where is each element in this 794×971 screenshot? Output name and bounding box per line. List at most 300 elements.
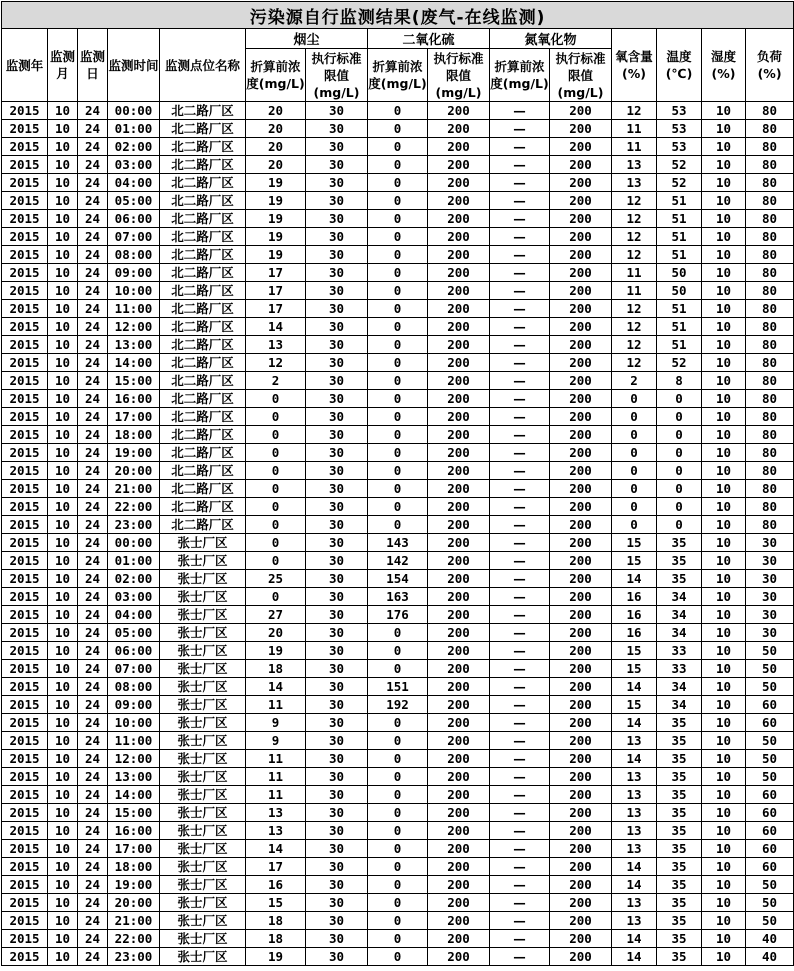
cell-day: 24 bbox=[78, 912, 108, 930]
table-row bbox=[2, 840, 794, 858]
cell-humidity: 10 bbox=[702, 588, 746, 606]
cell-humidity: 10 bbox=[702, 858, 746, 876]
cell-nox-limit: 200 bbox=[550, 300, 612, 318]
cell-so2-measured: 0 bbox=[368, 300, 428, 318]
table-row bbox=[2, 192, 794, 210]
cell-dust-limit: 30 bbox=[306, 948, 368, 966]
cell-month: 10 bbox=[48, 282, 78, 300]
cell-time: 14:00 bbox=[108, 786, 160, 804]
cell-site: 北二路厂区 bbox=[160, 246, 246, 264]
cell-so2-measured: 0 bbox=[368, 894, 428, 912]
cell-month: 10 bbox=[48, 624, 78, 642]
cell-oxygen: 12 bbox=[612, 354, 657, 372]
cell-site: 张士厂区 bbox=[160, 804, 246, 822]
cell-time: 23:00 bbox=[108, 948, 160, 966]
cell-so2-limit: 200 bbox=[428, 444, 490, 462]
cell-oxygen: 2 bbox=[612, 372, 657, 390]
cell-so2-limit: 200 bbox=[428, 408, 490, 426]
cell-time: 16:00 bbox=[108, 390, 160, 408]
cell-load: 80 bbox=[746, 246, 794, 264]
cell-nox-limit: 200 bbox=[550, 138, 612, 156]
cell-month: 10 bbox=[48, 210, 78, 228]
cell-so2-limit: 200 bbox=[428, 138, 490, 156]
cell-humidity: 10 bbox=[702, 750, 746, 768]
cell-nox-limit: 200 bbox=[550, 192, 612, 210]
cell-year: 2015 bbox=[2, 156, 48, 174]
cell-dust-measured: 13 bbox=[246, 336, 306, 354]
cell-dust-limit: 30 bbox=[306, 624, 368, 642]
cell-nox-measured: — bbox=[490, 354, 550, 372]
cell-dust-measured: 14 bbox=[246, 318, 306, 336]
cell-so2-measured: 0 bbox=[368, 858, 428, 876]
cell-oxygen: 11 bbox=[612, 264, 657, 282]
cell-year: 2015 bbox=[2, 804, 48, 822]
cell-day: 24 bbox=[78, 822, 108, 840]
cell-nox-measured: — bbox=[490, 786, 550, 804]
cell-nox-limit: 200 bbox=[550, 210, 612, 228]
table-row bbox=[2, 318, 794, 336]
cell-load: 60 bbox=[746, 714, 794, 732]
cell-dust-limit: 30 bbox=[306, 660, 368, 678]
cell-temperature: 35 bbox=[657, 876, 702, 894]
cell-month: 10 bbox=[48, 642, 78, 660]
cell-temperature: 8 bbox=[657, 372, 702, 390]
cell-temperature: 0 bbox=[657, 444, 702, 462]
cell-so2-limit: 200 bbox=[428, 210, 490, 228]
cell-so2-measured: 0 bbox=[368, 120, 428, 138]
cell-dust-limit: 30 bbox=[306, 498, 368, 516]
cell-month: 10 bbox=[48, 768, 78, 786]
cell-year: 2015 bbox=[2, 516, 48, 534]
cell-so2-measured: 0 bbox=[368, 102, 428, 120]
cell-so2-limit: 200 bbox=[428, 264, 490, 282]
cell-day: 24 bbox=[78, 246, 108, 264]
cell-dust-limit: 30 bbox=[306, 930, 368, 948]
cell-month: 10 bbox=[48, 732, 78, 750]
cell-load: 80 bbox=[746, 480, 794, 498]
cell-dust-limit: 30 bbox=[306, 336, 368, 354]
cell-time: 08:00 bbox=[108, 246, 160, 264]
cell-month: 10 bbox=[48, 336, 78, 354]
cell-day: 24 bbox=[78, 156, 108, 174]
table-row bbox=[2, 768, 794, 786]
cell-temperature: 34 bbox=[657, 696, 702, 714]
cell-time: 01:00 bbox=[108, 552, 160, 570]
cell-dust-measured: 0 bbox=[246, 534, 306, 552]
cell-dust-limit: 30 bbox=[306, 858, 368, 876]
cell-site: 北二路厂区 bbox=[160, 174, 246, 192]
table-row bbox=[2, 174, 794, 192]
cell-site: 北二路厂区 bbox=[160, 372, 246, 390]
cell-time: 09:00 bbox=[108, 264, 160, 282]
cell-nox-measured: — bbox=[490, 282, 550, 300]
cell-so2-measured: 0 bbox=[368, 624, 428, 642]
cell-site: 张士厂区 bbox=[160, 678, 246, 696]
cell-so2-measured: 142 bbox=[368, 552, 428, 570]
cell-oxygen: 0 bbox=[612, 498, 657, 516]
cell-site: 北二路厂区 bbox=[160, 282, 246, 300]
cell-year: 2015 bbox=[2, 606, 48, 624]
cell-temperature: 53 bbox=[657, 120, 702, 138]
cell-so2-limit: 200 bbox=[428, 462, 490, 480]
cell-day: 24 bbox=[78, 804, 108, 822]
cell-temperature: 0 bbox=[657, 498, 702, 516]
cell-year: 2015 bbox=[2, 138, 48, 156]
cell-humidity: 10 bbox=[702, 408, 746, 426]
cell-dust-measured: 25 bbox=[246, 570, 306, 588]
cell-so2-limit: 200 bbox=[428, 102, 490, 120]
cell-so2-limit: 200 bbox=[428, 426, 490, 444]
cell-load: 80 bbox=[746, 498, 794, 516]
cell-so2-measured: 0 bbox=[368, 516, 428, 534]
cell-dust-measured: 0 bbox=[246, 462, 306, 480]
cell-oxygen: 13 bbox=[612, 174, 657, 192]
cell-so2-limit: 200 bbox=[428, 246, 490, 264]
table-row bbox=[2, 102, 794, 120]
cell-humidity: 10 bbox=[702, 894, 746, 912]
cell-dust-measured: 27 bbox=[246, 606, 306, 624]
cell-nox-measured: — bbox=[490, 678, 550, 696]
cell-dust-measured: 16 bbox=[246, 876, 306, 894]
cell-humidity: 10 bbox=[702, 426, 746, 444]
cell-year: 2015 bbox=[2, 228, 48, 246]
cell-time: 00:00 bbox=[108, 102, 160, 120]
cell-day: 24 bbox=[78, 660, 108, 678]
cell-so2-limit: 200 bbox=[428, 480, 490, 498]
cell-site: 张士厂区 bbox=[160, 552, 246, 570]
cell-load: 80 bbox=[746, 264, 794, 282]
cell-year: 2015 bbox=[2, 588, 48, 606]
cell-load: 30 bbox=[746, 534, 794, 552]
cell-nox-measured: — bbox=[490, 894, 550, 912]
cell-dust-limit: 30 bbox=[306, 588, 368, 606]
cell-so2-limit: 200 bbox=[428, 588, 490, 606]
cell-nox-measured: — bbox=[490, 462, 550, 480]
cell-dust-measured: 0 bbox=[246, 390, 306, 408]
cell-dust-measured: 20 bbox=[246, 102, 306, 120]
header-oxygen: 氧含量(%) bbox=[612, 29, 657, 102]
cell-load: 80 bbox=[746, 120, 794, 138]
cell-day: 24 bbox=[78, 678, 108, 696]
cell-year: 2015 bbox=[2, 498, 48, 516]
table-row bbox=[2, 858, 794, 876]
cell-nox-limit: 200 bbox=[550, 750, 612, 768]
cell-oxygen: 13 bbox=[612, 894, 657, 912]
cell-dust-limit: 30 bbox=[306, 354, 368, 372]
cell-nox-limit: 200 bbox=[550, 822, 612, 840]
cell-dust-measured: 0 bbox=[246, 480, 306, 498]
cell-nox-measured: — bbox=[490, 804, 550, 822]
cell-year: 2015 bbox=[2, 750, 48, 768]
cell-so2-measured: 0 bbox=[368, 786, 428, 804]
cell-year: 2015 bbox=[2, 102, 48, 120]
cell-temperature: 51 bbox=[657, 300, 702, 318]
cell-month: 10 bbox=[48, 192, 78, 210]
cell-temperature: 53 bbox=[657, 138, 702, 156]
cell-day: 24 bbox=[78, 606, 108, 624]
cell-time: 05:00 bbox=[108, 624, 160, 642]
cell-so2-measured: 0 bbox=[368, 246, 428, 264]
cell-temperature: 34 bbox=[657, 624, 702, 642]
cell-dust-measured: 18 bbox=[246, 660, 306, 678]
cell-day: 24 bbox=[78, 318, 108, 336]
cell-dust-measured: 20 bbox=[246, 156, 306, 174]
cell-humidity: 10 bbox=[702, 840, 746, 858]
cell-nox-measured: — bbox=[490, 336, 550, 354]
cell-dust-limit: 30 bbox=[306, 318, 368, 336]
cell-nox-measured: — bbox=[490, 930, 550, 948]
cell-dust-measured: 14 bbox=[246, 678, 306, 696]
cell-dust-limit: 30 bbox=[306, 282, 368, 300]
cell-dust-measured: 19 bbox=[246, 642, 306, 660]
cell-month: 10 bbox=[48, 606, 78, 624]
cell-oxygen: 16 bbox=[612, 606, 657, 624]
cell-load: 30 bbox=[746, 624, 794, 642]
cell-time: 18:00 bbox=[108, 858, 160, 876]
cell-month: 10 bbox=[48, 552, 78, 570]
cell-dust-measured: 20 bbox=[246, 120, 306, 138]
cell-so2-limit: 200 bbox=[428, 804, 490, 822]
cell-dust-limit: 30 bbox=[306, 174, 368, 192]
cell-so2-limit: 200 bbox=[428, 660, 490, 678]
table-row bbox=[2, 696, 794, 714]
cell-nox-limit: 200 bbox=[550, 336, 612, 354]
cell-nox-measured: — bbox=[490, 102, 550, 120]
table-title: 污染源自行监测结果(废气-在线监测) bbox=[2, 2, 794, 29]
cell-nox-measured: — bbox=[490, 840, 550, 858]
cell-time: 20:00 bbox=[108, 462, 160, 480]
cell-so2-limit: 200 bbox=[428, 570, 490, 588]
header-so2-limit: 执行标准限值(mg/L) bbox=[428, 49, 490, 102]
cell-site: 北二路厂区 bbox=[160, 300, 246, 318]
cell-site: 北二路厂区 bbox=[160, 480, 246, 498]
cell-day: 24 bbox=[78, 408, 108, 426]
table-row bbox=[2, 354, 794, 372]
cell-dust-limit: 30 bbox=[306, 840, 368, 858]
cell-nox-measured: — bbox=[490, 516, 550, 534]
cell-so2-measured: 0 bbox=[368, 498, 428, 516]
cell-site: 北二路厂区 bbox=[160, 354, 246, 372]
cell-nox-measured: — bbox=[490, 120, 550, 138]
cell-temperature: 33 bbox=[657, 642, 702, 660]
cell-temperature: 52 bbox=[657, 174, 702, 192]
cell-dust-measured: 11 bbox=[246, 696, 306, 714]
cell-time: 08:00 bbox=[108, 678, 160, 696]
cell-temperature: 51 bbox=[657, 336, 702, 354]
cell-site: 张士厂区 bbox=[160, 786, 246, 804]
cell-humidity: 10 bbox=[702, 804, 746, 822]
cell-so2-measured: 0 bbox=[368, 462, 428, 480]
cell-day: 24 bbox=[78, 858, 108, 876]
cell-temperature: 0 bbox=[657, 426, 702, 444]
cell-load: 50 bbox=[746, 768, 794, 786]
cell-year: 2015 bbox=[2, 642, 48, 660]
cell-month: 10 bbox=[48, 570, 78, 588]
cell-time: 16:00 bbox=[108, 822, 160, 840]
cell-so2-limit: 200 bbox=[428, 390, 490, 408]
cell-temperature: 35 bbox=[657, 912, 702, 930]
cell-nox-limit: 200 bbox=[550, 714, 612, 732]
cell-nox-limit: 200 bbox=[550, 102, 612, 120]
cell-time: 19:00 bbox=[108, 444, 160, 462]
cell-dust-measured: 13 bbox=[246, 822, 306, 840]
cell-site: 张士厂区 bbox=[160, 588, 246, 606]
cell-so2-limit: 200 bbox=[428, 300, 490, 318]
cell-nox-measured: — bbox=[490, 210, 550, 228]
cell-nox-limit: 200 bbox=[550, 156, 612, 174]
cell-dust-limit: 30 bbox=[306, 102, 368, 120]
cell-so2-measured: 0 bbox=[368, 282, 428, 300]
cell-so2-limit: 200 bbox=[428, 912, 490, 930]
cell-month: 10 bbox=[48, 300, 78, 318]
table-row bbox=[2, 642, 794, 660]
cell-nox-limit: 200 bbox=[550, 840, 612, 858]
cell-site: 张士厂区 bbox=[160, 840, 246, 858]
cell-dust-limit: 30 bbox=[306, 246, 368, 264]
cell-time: 06:00 bbox=[108, 210, 160, 228]
header-time: 监测时间 bbox=[108, 29, 160, 102]
cell-year: 2015 bbox=[2, 462, 48, 480]
cell-month: 10 bbox=[48, 246, 78, 264]
table-row bbox=[2, 624, 794, 642]
cell-nox-limit: 200 bbox=[550, 588, 612, 606]
cell-load: 80 bbox=[746, 174, 794, 192]
cell-so2-limit: 200 bbox=[428, 876, 490, 894]
cell-day: 24 bbox=[78, 534, 108, 552]
cell-year: 2015 bbox=[2, 390, 48, 408]
cell-site: 张士厂区 bbox=[160, 894, 246, 912]
cell-nox-measured: — bbox=[490, 534, 550, 552]
cell-temperature: 0 bbox=[657, 462, 702, 480]
cell-nox-measured: — bbox=[490, 246, 550, 264]
table-row bbox=[2, 120, 794, 138]
cell-month: 10 bbox=[48, 444, 78, 462]
table-row bbox=[2, 732, 794, 750]
cell-oxygen: 0 bbox=[612, 444, 657, 462]
cell-time: 04:00 bbox=[108, 606, 160, 624]
cell-nox-limit: 200 bbox=[550, 570, 612, 588]
cell-month: 10 bbox=[48, 894, 78, 912]
cell-humidity: 10 bbox=[702, 642, 746, 660]
cell-day: 24 bbox=[78, 768, 108, 786]
table-row bbox=[2, 156, 794, 174]
cell-load: 80 bbox=[746, 318, 794, 336]
cell-site: 北二路厂区 bbox=[160, 228, 246, 246]
cell-day: 24 bbox=[78, 138, 108, 156]
cell-day: 24 bbox=[78, 516, 108, 534]
cell-time: 19:00 bbox=[108, 876, 160, 894]
cell-site: 张士厂区 bbox=[160, 660, 246, 678]
cell-nox-measured: — bbox=[490, 480, 550, 498]
cell-dust-measured: 0 bbox=[246, 552, 306, 570]
cell-year: 2015 bbox=[2, 246, 48, 264]
cell-dust-limit: 30 bbox=[306, 444, 368, 462]
cell-nox-measured: — bbox=[490, 228, 550, 246]
cell-year: 2015 bbox=[2, 678, 48, 696]
cell-dust-limit: 30 bbox=[306, 750, 368, 768]
cell-day: 24 bbox=[78, 426, 108, 444]
cell-time: 15:00 bbox=[108, 804, 160, 822]
cell-month: 10 bbox=[48, 858, 78, 876]
cell-dust-limit: 30 bbox=[306, 606, 368, 624]
cell-humidity: 10 bbox=[702, 138, 746, 156]
cell-humidity: 10 bbox=[702, 210, 746, 228]
cell-month: 10 bbox=[48, 138, 78, 156]
cell-time: 10:00 bbox=[108, 714, 160, 732]
cell-time: 15:00 bbox=[108, 372, 160, 390]
cell-humidity: 10 bbox=[702, 318, 746, 336]
cell-load: 60 bbox=[746, 822, 794, 840]
cell-temperature: 0 bbox=[657, 408, 702, 426]
cell-so2-limit: 200 bbox=[428, 732, 490, 750]
cell-temperature: 35 bbox=[657, 534, 702, 552]
cell-day: 24 bbox=[78, 102, 108, 120]
cell-dust-measured: 18 bbox=[246, 912, 306, 930]
cell-humidity: 10 bbox=[702, 300, 746, 318]
cell-year: 2015 bbox=[2, 894, 48, 912]
cell-nox-limit: 200 bbox=[550, 534, 612, 552]
cell-time: 09:00 bbox=[108, 696, 160, 714]
header-nox-measured: 折算前浓度(mg/L) bbox=[490, 49, 550, 102]
cell-oxygen: 13 bbox=[612, 822, 657, 840]
cell-month: 10 bbox=[48, 534, 78, 552]
cell-humidity: 10 bbox=[702, 768, 746, 786]
cell-nox-limit: 200 bbox=[550, 732, 612, 750]
cell-year: 2015 bbox=[2, 858, 48, 876]
cell-dust-limit: 30 bbox=[306, 804, 368, 822]
cell-humidity: 10 bbox=[702, 822, 746, 840]
cell-nox-limit: 200 bbox=[550, 948, 612, 966]
cell-time: 07:00 bbox=[108, 660, 160, 678]
cell-temperature: 51 bbox=[657, 246, 702, 264]
cell-so2-measured: 0 bbox=[368, 732, 428, 750]
table-row bbox=[2, 660, 794, 678]
cell-time: 11:00 bbox=[108, 732, 160, 750]
cell-time: 02:00 bbox=[108, 570, 160, 588]
cell-humidity: 10 bbox=[702, 876, 746, 894]
cell-so2-measured: 0 bbox=[368, 156, 428, 174]
cell-temperature: 52 bbox=[657, 354, 702, 372]
cell-day: 24 bbox=[78, 264, 108, 282]
cell-oxygen: 12 bbox=[612, 246, 657, 264]
cell-load: 80 bbox=[746, 156, 794, 174]
cell-temperature: 35 bbox=[657, 804, 702, 822]
cell-humidity: 10 bbox=[702, 786, 746, 804]
cell-site: 北二路厂区 bbox=[160, 156, 246, 174]
cell-dust-measured: 19 bbox=[246, 192, 306, 210]
cell-temperature: 51 bbox=[657, 318, 702, 336]
cell-so2-measured: 0 bbox=[368, 480, 428, 498]
cell-so2-limit: 200 bbox=[428, 948, 490, 966]
cell-month: 10 bbox=[48, 804, 78, 822]
table-row bbox=[2, 282, 794, 300]
cell-dust-limit: 30 bbox=[306, 534, 368, 552]
cell-load: 80 bbox=[746, 354, 794, 372]
cell-temperature: 33 bbox=[657, 660, 702, 678]
cell-site: 北二路厂区 bbox=[160, 390, 246, 408]
cell-month: 10 bbox=[48, 372, 78, 390]
cell-site: 北二路厂区 bbox=[160, 138, 246, 156]
cell-load: 80 bbox=[746, 390, 794, 408]
cell-nox-limit: 200 bbox=[550, 372, 612, 390]
cell-time: 10:00 bbox=[108, 282, 160, 300]
cell-so2-measured: 176 bbox=[368, 606, 428, 624]
cell-so2-measured: 192 bbox=[368, 696, 428, 714]
cell-humidity: 10 bbox=[702, 336, 746, 354]
cell-day: 24 bbox=[78, 930, 108, 948]
cell-load: 60 bbox=[746, 696, 794, 714]
cell-nox-limit: 200 bbox=[550, 516, 612, 534]
